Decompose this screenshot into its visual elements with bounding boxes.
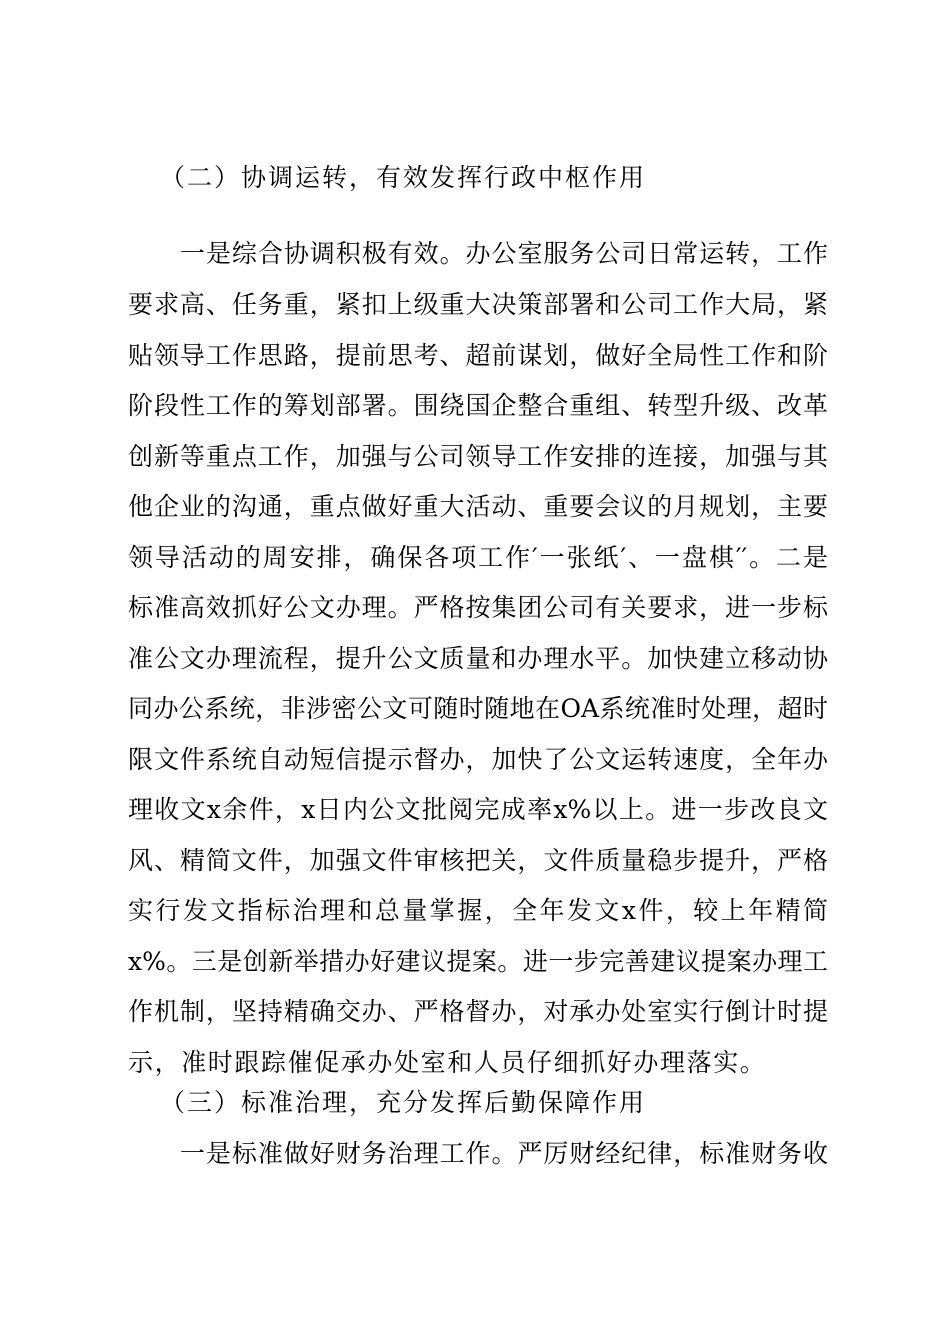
paragraph-line: 一是标准做好财务治理工作。严厉财经纪律，标准财务收 (180, 1139, 828, 1168)
paragraph-line: 示，准时跟踪催促承办处室和人员仔细抓好办理落实。 (128, 1048, 767, 1077)
paragraph-line: 他企业的沟通，重点做好重大活动、重要会议的月规划，主要 (128, 492, 828, 521)
paragraph-line: 作机制，坚持精确交办、严格督办，对承办处室实行倒计时提 (128, 997, 828, 1026)
paragraph-line: 同办公系统，非涉密公文可随时随地在OA系统准时处理，超时 (128, 694, 828, 723)
paragraph-line: 贴领导工作思路，提前思考、超前谋划，做好全局性工作和阶 (128, 341, 828, 370)
paragraph-line: 风、精简文件，加强文件审核把关，文件质量稳步提升，严格 (128, 846, 828, 875)
paragraph-line: 理收文x余件，x日内公文批阅完成率x%以上。进一步改良文 (128, 795, 828, 824)
section-heading: （二）协调运转，有效发挥行政中枢作用 (160, 163, 647, 192)
paragraph-line: 准公文办理流程，提升公文质量和办理水平。加快建立移动协 (128, 644, 828, 673)
paragraph-line: 实行发文指标治理和总量掌握，全年发文x件，较上年精简 (128, 896, 828, 925)
paragraph-line: 一是综合协调积极有效。办公室服务公司日常运转，工作 (180, 239, 828, 268)
paragraph-line: 标准高效抓好公文办理。严格按集团公司有关要求，进一步标 (128, 593, 828, 622)
paragraph-line: 领导活动的周安排，确保各项工作′一张纸′、一盘棋′′。二是 (128, 543, 828, 572)
paragraph-line: 阶段性工作的筹划部署。围绕国企整合重组、转型升级、改革 (128, 391, 828, 420)
section-heading: （三）标准治理，充分发挥后勤保障作用 (160, 1088, 647, 1117)
paragraph-line: 限文件系统自动短信提示督办，加快了公文运转速度，全年办 (128, 745, 828, 774)
paragraph-line: 创新等重点工作，加强与公司领导工作安排的连接，加强与其 (128, 442, 828, 471)
paragraph-line: x%。三是创新举措办好建议提案。进一步完善建议提案办理工 (128, 947, 828, 976)
paragraph-line: 要求高、任务重，紧扣上级重大决策部署和公司工作大局，紧 (128, 290, 828, 319)
